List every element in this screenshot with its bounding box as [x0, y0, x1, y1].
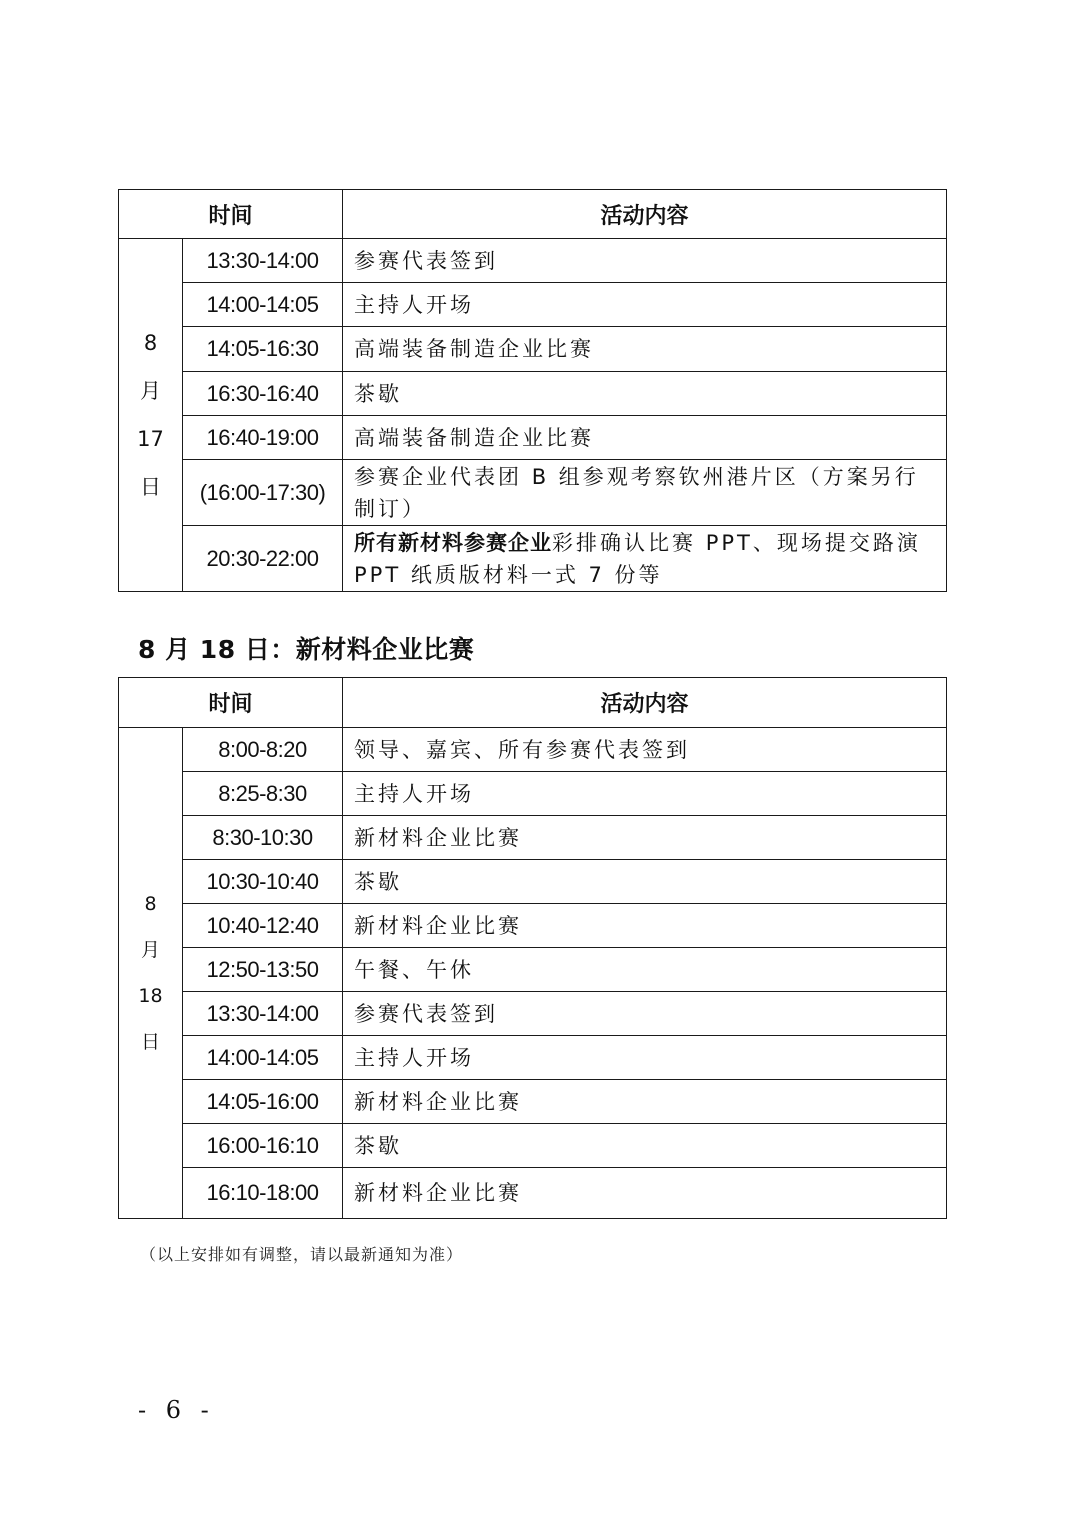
- header-activity: 活动内容: [343, 190, 947, 239]
- activity-cell: 茶歇: [343, 372, 947, 416]
- header-time: 时间: [119, 678, 343, 728]
- table-row: [119, 526, 947, 592]
- activity-cell: 新材料企业比赛: [343, 1168, 947, 1219]
- header-time: 时间: [119, 190, 343, 239]
- header-activity: 活动内容: [343, 678, 947, 728]
- table-row: [119, 904, 947, 948]
- footnote: （以上安排如有调整，请以最新通知为准）: [140, 1245, 464, 1264]
- activity-cell: 参赛企业代表团 B 组参观考察钦州港片区（方案另行制订）: [343, 460, 947, 526]
- table-row: [119, 860, 947, 904]
- date-cell-aug17: [119, 239, 183, 592]
- date-cell-aug18: [119, 728, 183, 1219]
- date-line: 17: [137, 427, 164, 451]
- table-row: [119, 948, 947, 992]
- time-cell: 14:00-14:05: [183, 1036, 343, 1080]
- time-cell: 16:40-19:00: [183, 416, 343, 460]
- activity-cell: 高端装备制造企业比赛: [343, 416, 947, 460]
- table-header-row: [119, 678, 947, 728]
- table-header-row: [119, 190, 947, 239]
- table-row: [119, 239, 947, 283]
- time-cell: 14:00-14:05: [183, 283, 343, 327]
- time-cell: 16:00-16:10: [183, 1124, 343, 1168]
- activity-cell: 茶歇: [343, 860, 947, 904]
- table-row: [119, 1168, 947, 1219]
- table-row: [119, 1124, 947, 1168]
- activity-cell: 参赛代表签到: [343, 992, 947, 1036]
- table-row: [119, 772, 947, 816]
- activity-bold-text: 所有新材料参赛企业: [354, 530, 553, 555]
- date-line: 18: [138, 985, 163, 1007]
- activity-cell: 高端装备制造企业比赛: [343, 327, 947, 372]
- activity-cell: 新材料企业比赛: [343, 816, 947, 860]
- table-row: [119, 1036, 947, 1080]
- activity-cell: 主持人开场: [343, 1036, 947, 1080]
- activity-cell: 主持人开场: [343, 772, 947, 816]
- time-cell: 16:10-18:00: [183, 1168, 343, 1219]
- activity-cell: 参赛代表签到: [343, 239, 947, 283]
- date-line: 月: [140, 939, 160, 961]
- table-row: [119, 416, 947, 460]
- activity-cell: 新材料企业比赛: [343, 1080, 947, 1124]
- table-row: [119, 372, 947, 416]
- time-cell: 14:05-16:30: [183, 327, 343, 372]
- table-row: [119, 1080, 947, 1124]
- time-cell: 8:30-10:30: [183, 816, 343, 860]
- table-row: [119, 327, 947, 372]
- section-title: 8 月 18 日：新材料企业比赛: [138, 635, 475, 664]
- time-cell: 14:05-16:00: [183, 1080, 343, 1124]
- time-cell: 16:30-16:40: [183, 372, 343, 416]
- table-row: [119, 460, 947, 526]
- activity-cell: 午餐、午休: [343, 948, 947, 992]
- schedule-table-aug18: [118, 677, 947, 1219]
- time-cell: 12:50-13:50: [183, 948, 343, 992]
- activity-cell: 主持人开场: [343, 283, 947, 327]
- table-row: [119, 283, 947, 327]
- table-row: [119, 816, 947, 860]
- activity-cell: 领导、嘉宾、所有参赛代表签到: [343, 728, 947, 772]
- table-row: [119, 728, 947, 772]
- date-line: 8: [143, 331, 158, 355]
- time-cell: 13:30-14:00: [183, 992, 343, 1036]
- time-cell: (16:00-17:30): [183, 460, 343, 526]
- time-cell: 8:25-8:30: [183, 772, 343, 816]
- table-row: [119, 992, 947, 1036]
- date-line: 日: [140, 1031, 160, 1053]
- time-cell: 10:30-10:40: [183, 860, 343, 904]
- activity-cell: [343, 526, 947, 592]
- date-line: 8: [144, 893, 157, 915]
- date-line: 月: [140, 379, 161, 403]
- activity-cell: 茶歇: [343, 1124, 947, 1168]
- activity-text: 彩排确认比赛 PPT、现场提交路演 PPT 纸质版材料一式 7 份等: [354, 530, 921, 587]
- date-line: 日: [140, 475, 161, 499]
- time-cell: 10:40-12:40: [183, 904, 343, 948]
- time-cell: 8:00-8:20: [183, 728, 343, 772]
- page-number: - 6 -: [138, 1396, 215, 1424]
- activity-cell: 新材料企业比赛: [343, 904, 947, 948]
- time-cell: 13:30-14:00: [183, 239, 343, 283]
- schedule-table-aug17: [118, 189, 947, 592]
- time-cell: 20:30-22:00: [183, 526, 343, 592]
